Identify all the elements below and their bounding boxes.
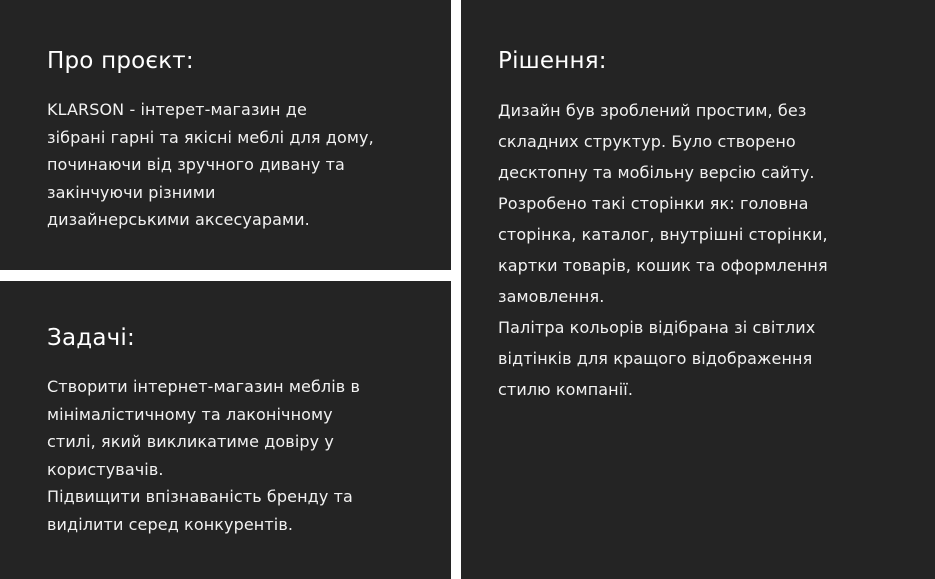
solution-line: відтінків для кращого відображення (498, 349, 813, 368)
solution-line: Дизайн був зроблений простим, без (498, 101, 807, 120)
tasks-text (47, 373, 360, 538)
tasks-line: користувачів. (47, 459, 164, 479)
solution-line: замовлення. (498, 287, 605, 306)
tasks-line: виділити серед конкурентів. (47, 514, 294, 534)
solution-line: картки товарів, кошик та оформлення (498, 256, 828, 275)
solution-line: Палітра кольорів відібрана зі світлих (498, 318, 816, 337)
tasks-line: мінімалістичному та лаконічному (47, 404, 333, 424)
about-project-line: дизайнерськими аксесуарами. (47, 210, 310, 229)
tasks-panel (0, 281, 451, 579)
solution-heading: Рішення: (498, 48, 607, 74)
about-project-panel (0, 0, 451, 270)
tasks-line: стилі, який викликатиме довіру у (47, 432, 334, 451)
about-project-line: зібрані гарні та якісні меблі для дому, (47, 127, 374, 147)
solution-text (498, 95, 828, 405)
solution-panel (461, 0, 935, 579)
about-project-heading: Про проєкт: (47, 48, 194, 74)
solution-line: десктопну та мобільну версію сайту. (498, 163, 815, 182)
about-project-line: починаючи від зручного дивану та (47, 155, 345, 174)
about-project-line: закінчуючи різними (47, 182, 216, 202)
about-project-text (47, 96, 374, 234)
tasks-heading: Задачі: (47, 325, 135, 351)
solution-line: сторінка, каталог, внутрішні сторінки, (498, 225, 828, 244)
solution-line: складних структур. Було створено (498, 132, 796, 151)
tasks-line: Створити інтернет-магазин меблів в (47, 377, 361, 396)
tasks-line: Підвищити впізнаваність бренду та (47, 487, 353, 506)
about-project-line: KLARSON - інтерет-магазин де (47, 100, 307, 119)
solution-line: Розробено такі сторінки як: головна (498, 194, 809, 213)
solution-line: стилю компанії. (498, 380, 634, 399)
